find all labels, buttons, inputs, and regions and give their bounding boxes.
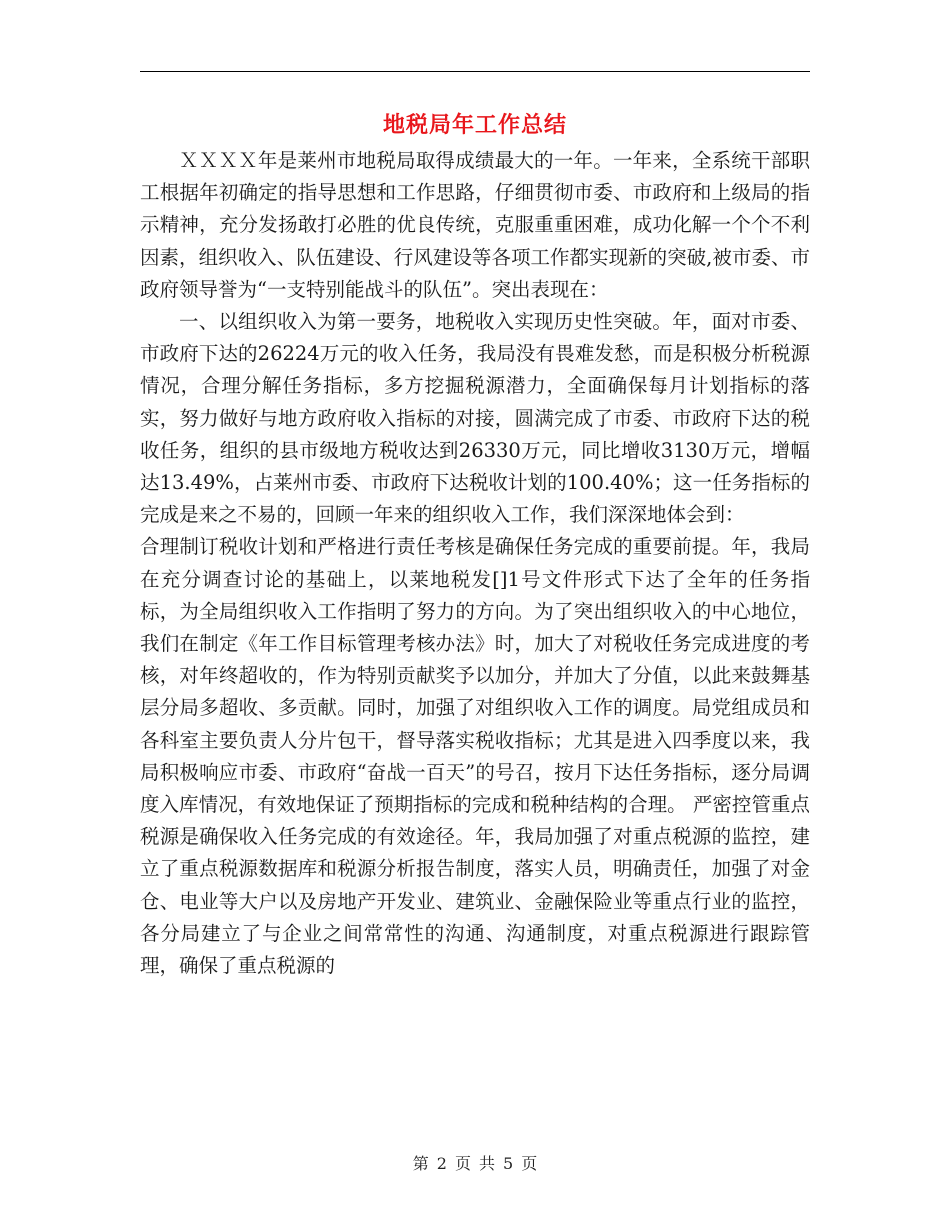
paragraph-plan-and-assessment: 合理制订税收计划和严格进行责任考核是确保任务完成的重要前提。年，我局在充分调查讨论的基础上，以莱地税发[]1号文件形式下达了全年的任务指标，为全局组织收入工作指明了努力的方向。为了突出组织收入的中心地位，我们在制定《年工作目标管理考核办法》时，加大了对税收任务完成进度的考核，对年终超收的，作为特别贡献奖予以加分，并加大了分值，以此来鼓舞基层分局多超收、多贡献。同时，加强了对组织收入工作的调度。局党组成员和各科室主要负责人分片包干，督导落实税收指标；尤其是进入四季度以来，我局积极响应市委、市政府“奋战一百天”的号召，按月下达任务指标，逐分局调度入库情况，有效地保证了预期指标的完成和税种结构的合理。 严密控管重点税源是确保收入任务完成的有效途径。年，我局加强了对重点税源的监控，建立了重点税源数据库和税源分析报告制度，落实人员，明确责任，加强了对金仓、电业等大户以及房地产开发业、建筑业、金融保险业等重点行业的监控，各分局建立了与企业之间常常性的沟通、沟通制度，对重点税源进行跟踪管理，确保了重点税源的 [140,535,810,978]
paragraph-section-one: 一、以组织收入为第一要务，地税收入实现历史性突破。年，面对市委、市政府下达的26224万元的收入任务，我局没有畏难发愁，而是积极分析税源情况，合理分解任务指标，多方挖掘税源潜力，全面确保每月计划指标的落实，努力做好与地方政府收入指标的对接，圆满完成了市委、市政府下达的税收任务，组织的县市级地方税收达到26330万元，同比增收3130万元，增幅达13.49%，占莱州市委、市政府下达税收计划的100.40%；这一任务指标的完成是来之不易的，回顾一年来的组织收入工作，我们深深地体会到： [140,310,810,527]
page-total: 5 [503,1154,514,1173]
document-title: 地税局年工作总结 [382,112,567,138]
header-rule [140,71,810,72]
document-body [140,145,810,982]
paragraph-intro: ＸＸＸＸ年是莱州市地税局取得成绩最大的一年。一年来，全系统干部职工根据年初确定的指导思想和工作思路，仔细贯彻市委、市政府和上级局的指示精神，充分发扬敢打必胜的优良传统，克服重重困难，成功化解一个个不利因素，组织收入、队伍建设、行风建设等各项工作都实现新的突破,被市委、市政府领导誉为“一支特别能战斗的队伍”。突出表现在： [140,149,810,301]
page-current: 2 [436,1154,447,1173]
total-word: 共 [479,1154,496,1173]
page-suffix: 页 [521,1154,538,1173]
page-prefix: 第 [412,1154,429,1173]
page-footer [0,1153,950,1175]
page-word: 页 [454,1154,471,1173]
